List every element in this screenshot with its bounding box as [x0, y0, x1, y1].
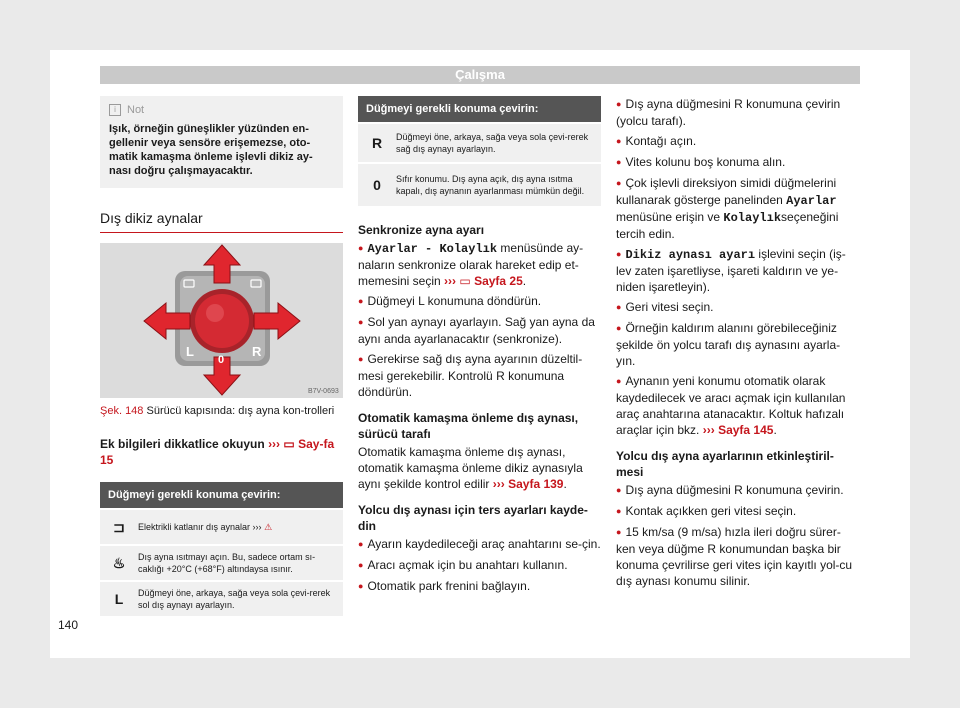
warning-icon: ⚠	[264, 522, 273, 532]
list-item: ● Aracı açmak için bu anahtarı kullanın.	[358, 557, 601, 574]
heading-etkinlestirme: Yolcu dış ayna ayarlarının etkinleştiril-mesi	[616, 449, 834, 479]
list-item: ● Kontağı açın.	[616, 133, 859, 150]
table-row: R Düğmeyi öne, arkaya, sağa veya sola çevi-rerek sağ dış aynayı ayarlayın.	[358, 124, 601, 162]
position-zero-symbol: 0	[373, 177, 381, 193]
table-2	[358, 96, 601, 206]
page-header: Çalışma	[100, 66, 860, 84]
list-item: ● Geri vitesi seçin.	[616, 299, 859, 316]
heading-senkronize: Senkronize ayna ayarı	[358, 223, 485, 237]
heading-kamasma: Otomatik kamaşma önleme dış aynası, sürücü tarafı	[358, 411, 579, 441]
ek-link[interactable]: Say-fa 15	[100, 437, 335, 467]
figure-code: B7V-0693	[308, 388, 339, 395]
column-2	[358, 96, 601, 599]
paragraph: Otomatik kamaşma önleme dış aynası, otomatik kamaşma önleme dikiz aynasıyla aynı şekilde kontrol edilir ››› Sayfa 139.	[358, 445, 583, 491]
figure-mirror-controls	[100, 243, 343, 398]
page-number: 140	[58, 618, 79, 632]
info-icon: i	[109, 104, 121, 116]
mirror-control-illustration	[100, 243, 343, 398]
list-item: ● 15 km/sa (9 m/sa) hızla ileri doğru sürer-ken veya düğme R konumundan başka bir konuma çevrilirse geri vites için kayıtlı yol-cu dış aynası konumu silinir.	[616, 524, 859, 589]
mirror-heat-icon: ♨	[112, 554, 126, 571]
note-text: Işık, örneğin güneşlikler yüzünden en-gellenir veya sensöre erişemezse, oto-matik kamaşma önleme işlevli dikiz ay-nası doğru çalışmayacaktır.	[109, 123, 313, 177]
link-sayfa-145[interactable]: Sayfa 145	[718, 423, 774, 437]
section-title: Dış dikiz aynalar	[100, 210, 343, 233]
link-sayfa-25[interactable]: Sayfa 25	[474, 274, 523, 288]
book-icon: ▭	[283, 437, 295, 451]
list-item: ● Örneğin kaldırım alanını görebileceğiniz şekilde ön yolcu tarafı dış aynasını ayarla-yın.	[616, 320, 859, 369]
table-2-header: Düğmeyi gerekli konuma çevirin:	[358, 96, 601, 122]
list-item: ● Vites kolunu boş konuma alın.	[616, 154, 859, 171]
table-row: ♨ Dış ayna ısıtmayı açın. Bu, sadece ortam sı-caklığı +20°C (+68°F) altındaysa ısınır.	[100, 546, 343, 580]
list-item: ● Ayarlar - Kolaylık menüsünde ay-naların senkronize olarak hareket edip et-memesini seçin ››› ▭ Sayfa 25.	[358, 240, 601, 289]
list-item: ● Ayarın kaydedileceği araç anahtarını se-çin.	[358, 536, 601, 553]
list-item: ● Düğmeyi L konumuna döndürün.	[358, 293, 601, 310]
knob-label-left: L	[186, 344, 194, 359]
list-item: ● Otomatik park frenini bağlayın.	[358, 578, 601, 595]
mirror-fold-icon: ⊐	[113, 518, 125, 535]
table-row: 0 Sıfır konumu. Dış ayna açık, dış ayna ısıtma kapalı, dış aynanın ayarlanması mümkün değil.	[358, 164, 601, 206]
ek-bilgileri: Ek bilgileri dikkatlice okuyun ››› ▭ Say-fa 15	[100, 437, 335, 467]
column-3	[616, 96, 859, 593]
table-row: L Düğmeyi öne, arkaya, sağa veya sola çevi-rerek sol dış aynayı ayarlayın.	[100, 582, 343, 616]
list-item: ● Aynanın yeni konumu otomatik olarak kaydedilecek ve aracı açmak için kullanılan araç anahtarına atanacaktır. Koltuk hafızalı araçlar için bkz. ››› Sayfa 145.	[616, 373, 859, 438]
list-item: ● Dış ayna düğmesini R konumuna çevirin.	[616, 482, 859, 499]
knob-label-zero: 0	[218, 354, 225, 366]
knob-label-right: R	[252, 344, 262, 359]
list-item: ● Dış ayna düğmesini R konumuna çevirin (yolcu tarafı).	[616, 96, 859, 129]
link-sayfa-139[interactable]: Sayfa 139	[508, 477, 564, 491]
table-1	[100, 482, 343, 616]
heading-ters-ayar: Yolcu dış aynası için ters ayarları kayde-din	[358, 503, 588, 533]
position-l-symbol: L	[114, 591, 124, 607]
table-1-header: Düğmeyi gerekli konuma çevirin:	[100, 482, 343, 508]
list-item: ● Dikiz aynası ayarı işlevini seçin (iş-lev zaten işaretliyse, işareti kaldırın ve ye-niden işaretleyin).	[616, 246, 859, 295]
note-label: Not	[127, 104, 145, 116]
book-icon: ▭	[459, 274, 471, 288]
column-1	[100, 96, 343, 616]
table-row: ⊐ Elektrikli katlanır dış aynalar ››› ⚠	[100, 510, 343, 544]
list-item: ● Kontak açıkken geri vitesi seçin.	[616, 503, 859, 520]
note-box	[100, 96, 343, 188]
list-item: ● Sol yan aynayı ayarlayın. Sağ yan ayna da aynı anda ayarlanacaktır (senkronize).	[358, 314, 601, 347]
list-item: ● Çok işlevli direksiyon simidi düğmelerini kullanarak gösterge panelinden Ayarlar menüsüne erişin ve Kolaylıkseçeneğini tercih edin.	[616, 175, 859, 242]
list-item: ● Gerekirse sağ dış ayna ayarının düzeltil-mesi gerekebilir. Kontrolü R konumuna döndürün.	[358, 351, 601, 400]
position-r-symbol: R	[371, 135, 383, 151]
figure-caption: Şek. 148 Sürücü kapısında: dış ayna kon-trolleri	[100, 405, 335, 417]
